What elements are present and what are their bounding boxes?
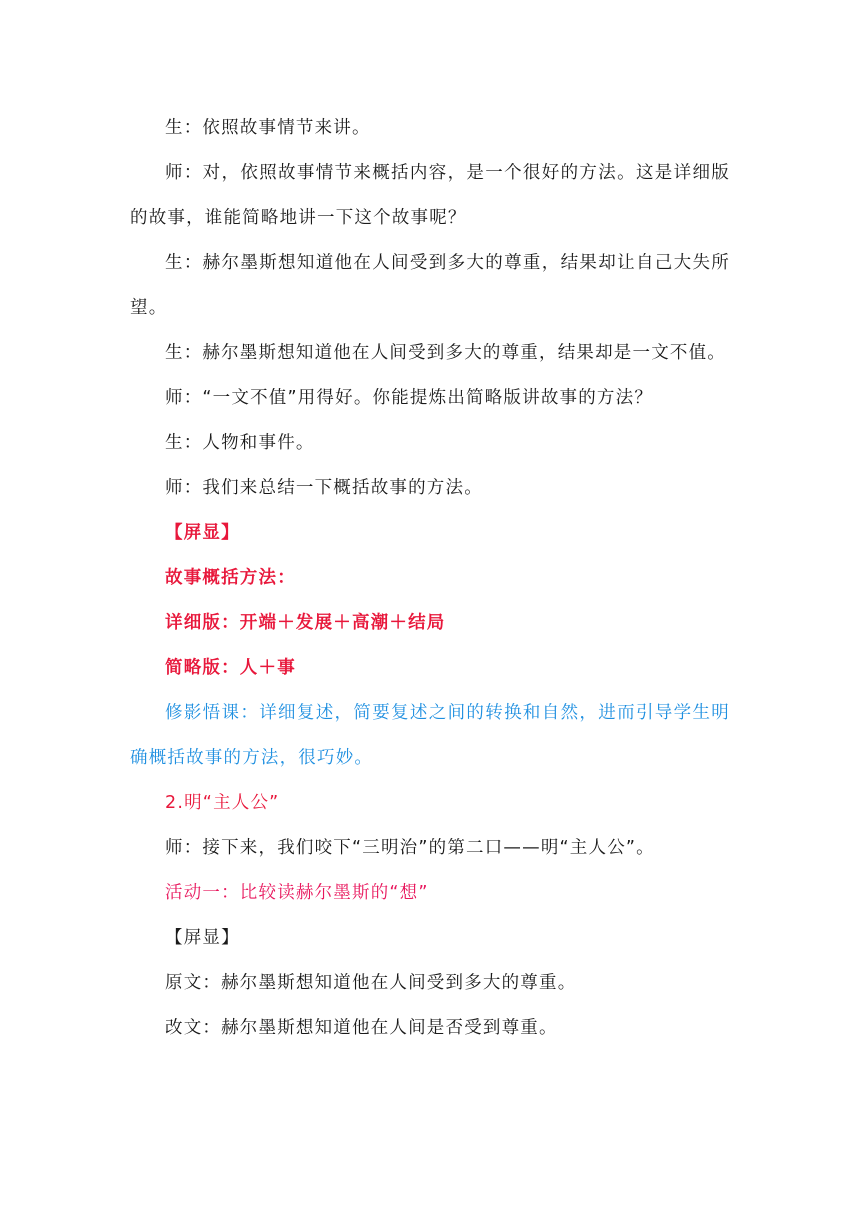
commentary-note: 修影悟课：详细复述，简要复述之间的转换和自然，进而引导学生明确概括故事的方法，很巧妙。 [130, 703, 730, 768]
paragraph-student-reply: 生：依照故事情节来讲。 [165, 118, 371, 138]
paragraph-student-summary-1: 生：赫尔墨斯想知道他在人间受到多大的尊重，结果却让自己大失所望。 [130, 253, 730, 318]
screen-display-heading-1: 【屏显】 [165, 523, 240, 543]
original-text-line: 原文：赫尔墨斯想知道他在人间受到多大的尊重。 [165, 973, 577, 993]
screen-display-heading-2: 【屏显】 [165, 928, 240, 948]
paragraph-teacher-transition: 师：接下来，我们咬下“三明治”的第二口——明“主人公”。 [165, 838, 655, 858]
paragraph-teacher-question: 师：对，依照故事情节来概括内容，是一个很好的方法。这是详细版的故事，谁能简略地讲一下这个故事呢？ [130, 163, 730, 228]
document-body [130, 106, 730, 1051]
paragraph-student-summary-2: 生：赫尔墨斯想知道他在人间受到多大的尊重，结果却是一文不值。 [165, 343, 726, 363]
paragraph-student-answer: 生：人物和事件。 [165, 433, 315, 453]
method-detailed-version: 详细版：开端＋发展＋高潮＋结局 [165, 613, 446, 633]
method-title: 故事概括方法： [165, 568, 296, 588]
paragraph-teacher-praise: 师：“一文不值”用得好。你能提炼出简略版讲故事的方法？ [165, 388, 654, 408]
activity-one-heading: 活动一：比较读赫尔墨斯的“想” [165, 883, 429, 903]
method-brief-version: 简略版：人＋事 [165, 658, 296, 678]
paragraph-teacher-summary: 师：我们来总结一下概括故事的方法。 [165, 478, 483, 498]
revised-text-line: 改文：赫尔墨斯想知道他在人间是否受到尊重。 [165, 1018, 558, 1038]
section-heading-protagonist: 2.明“主人公” [165, 793, 280, 813]
